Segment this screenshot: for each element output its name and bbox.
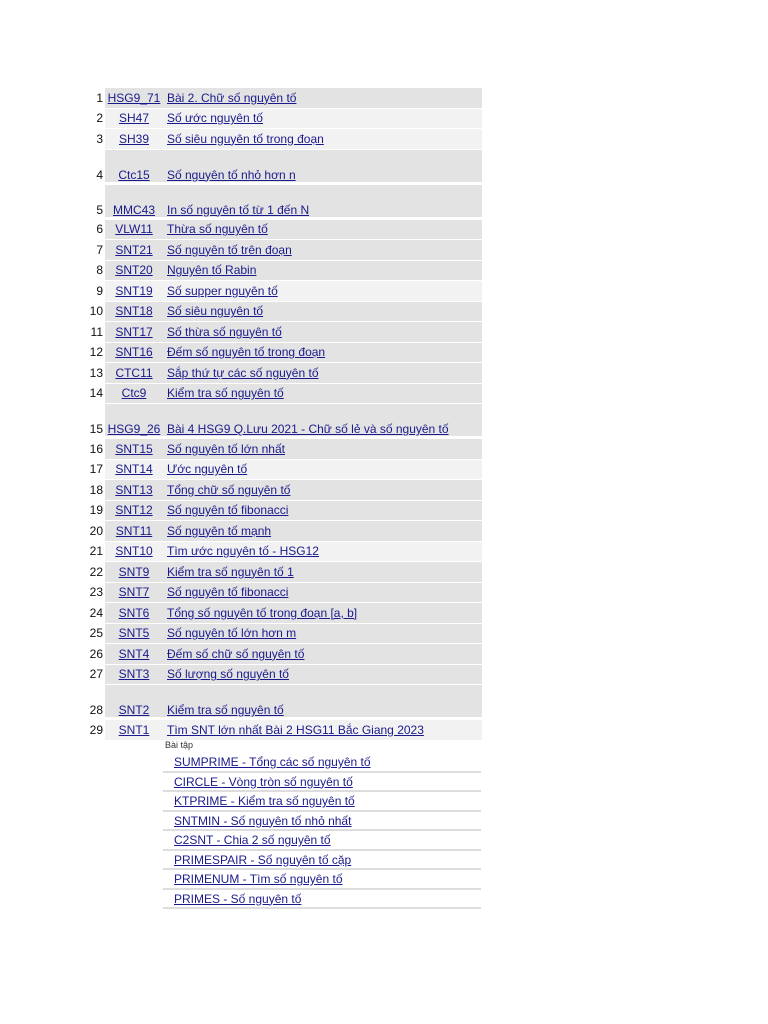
- code-cell: [105, 439, 163, 459]
- title-cell: [163, 439, 482, 459]
- problem-title-link[interactable]: Bài 2. Chữ số nguyên tố: [167, 90, 297, 105]
- code-cell: [105, 109, 163, 129]
- title-cell: [163, 220, 482, 240]
- table-row: [86, 644, 482, 665]
- problem-title-link[interactable]: Số nguyên tố lớn hơn m: [167, 626, 297, 641]
- title-cell: [163, 384, 482, 404]
- code-cell: [105, 261, 163, 281]
- problem-code-link[interactable]: SNT20: [115, 263, 153, 278]
- exercise-link[interactable]: SUMPRIME - Tổng các số nguyên tố: [174, 755, 371, 769]
- table-row: [86, 439, 482, 460]
- table-row: [86, 109, 482, 130]
- table-row: [86, 343, 482, 364]
- problem-table: [86, 88, 482, 741]
- table-row: [86, 501, 482, 522]
- row-number: 2: [96, 111, 103, 126]
- table-row: [86, 480, 482, 501]
- code-cell: [105, 685, 163, 717]
- problem-code-link[interactable]: SNT18: [115, 304, 153, 319]
- title-cell: [163, 583, 482, 603]
- problem-title-link[interactable]: Số siêu nguyên tố trong đoạn: [167, 131, 324, 146]
- table-row: [86, 562, 482, 583]
- problem-title-link[interactable]: Số ước nguyên tố: [167, 111, 263, 126]
- table-row: [86, 185, 482, 220]
- problem-title-link[interactable]: Số lượng số nguyên tố: [167, 667, 289, 682]
- title-cell: [163, 480, 482, 500]
- exercise-link[interactable]: KTPRIME - Kiểm tra số nguyên tố: [174, 794, 355, 808]
- title-cell: [163, 343, 482, 363]
- row-number: 5: [96, 202, 103, 217]
- problem-title-link[interactable]: In số nguyên tố từ 1 đến N: [167, 202, 310, 217]
- table-row: [86, 302, 482, 323]
- row-number: 21: [89, 544, 103, 559]
- code-cell: [105, 343, 163, 363]
- exercise-link[interactable]: PRIMES - Số nguyên tố: [174, 891, 302, 906]
- problem-title-link[interactable]: Tìm ước nguyên tố - HSG12: [167, 544, 319, 559]
- table-row: [86, 281, 482, 302]
- code-cell: [105, 322, 163, 342]
- problem-code-link[interactable]: SNT15: [115, 441, 153, 456]
- problem-code-link[interactable]: SNT2: [118, 703, 150, 717]
- row-number: 22: [89, 564, 103, 579]
- code-cell: [105, 665, 163, 685]
- title-cell: [163, 129, 482, 149]
- row-number: 17: [89, 462, 103, 477]
- exercise-item: [163, 753, 481, 773]
- exercise-item: [163, 812, 481, 832]
- title-cell: [163, 261, 482, 281]
- exercise-item: [163, 851, 481, 871]
- problem-title-link[interactable]: Ước nguyên tố: [167, 462, 248, 477]
- row-number: 24: [89, 605, 103, 620]
- problem-code-link[interactable]: HSG9_71: [107, 90, 161, 105]
- row-number: 1: [96, 90, 103, 105]
- problem-title-link[interactable]: Số nguyên tố lớn nhất: [167, 441, 285, 456]
- title-cell: [163, 302, 482, 322]
- table-row: [86, 88, 482, 109]
- table-row: [86, 220, 482, 241]
- row-number: 10: [89, 304, 103, 319]
- code-cell: [105, 404, 163, 436]
- problem-code-link[interactable]: SNT10: [115, 544, 153, 559]
- problem-code-link[interactable]: SNT11: [115, 523, 153, 538]
- problem-title-link[interactable]: Số thừa số nguyên tố: [167, 324, 282, 339]
- row-number: 23: [89, 585, 103, 600]
- row-number: 8: [96, 263, 103, 278]
- problem-code-link[interactable]: SNT6: [118, 605, 150, 620]
- problem-code-link[interactable]: SNT13: [115, 482, 153, 497]
- exercise-link[interactable]: PRIMENUM - Tìm số nguyên tố: [174, 872, 343, 886]
- exercise-heading: Bài tập: [165, 740, 194, 750]
- problem-code-link[interactable]: SNT9: [118, 564, 150, 579]
- code-cell: [105, 720, 163, 740]
- problem-title-link[interactable]: Đếm số chữ số nguyên tố: [167, 646, 305, 661]
- problem-code-link[interactable]: SNT5: [118, 626, 150, 641]
- title-cell: [163, 109, 482, 129]
- row-number: 6: [96, 222, 103, 237]
- problem-title-link[interactable]: Tổng số nguyên tố trong đoạn [a, b]: [167, 605, 358, 620]
- problem-title-link[interactable]: Số nguyên tố fibonacci: [167, 585, 289, 600]
- row-number: 3: [96, 131, 103, 146]
- problem-code-link[interactable]: CTC11: [115, 365, 153, 380]
- problem-title-link[interactable]: Thừa số nguyên tố: [167, 222, 268, 237]
- row-number: 20: [89, 523, 103, 538]
- exercise-list: [163, 753, 481, 909]
- exercise-link[interactable]: SNTMIN - Số nguyên tố nhỏ nhất: [174, 813, 352, 828]
- row-number: 11: [90, 324, 103, 339]
- problem-title-link[interactable]: Số siêu nguyên tố: [167, 304, 264, 319]
- code-cell: [105, 542, 163, 562]
- exercise-link[interactable]: C2SNT - Chia 2 số nguyên tố: [174, 833, 331, 847]
- problem-code-link[interactable]: SNT17: [115, 324, 153, 339]
- row-number: 18: [89, 482, 103, 497]
- problem-title-link[interactable]: Số nguyên tố nhỏ hơn n: [167, 167, 296, 182]
- code-cell: [105, 480, 163, 500]
- title-cell: [163, 501, 482, 521]
- title-cell: [163, 150, 482, 182]
- row-number: 16: [89, 441, 103, 456]
- code-cell: [105, 521, 163, 541]
- problem-title-link[interactable]: Số nguyên tố trên đoạn: [167, 242, 292, 257]
- code-cell: [105, 460, 163, 480]
- code-cell: [105, 150, 163, 182]
- problem-title-link[interactable]: Kiểm tra số nguyên tố: [167, 386, 284, 401]
- problem-code-link[interactable]: SNT12: [115, 503, 153, 518]
- title-cell: [163, 644, 482, 664]
- problem-code-link[interactable]: Ctc15: [118, 167, 150, 182]
- problem-title-link[interactable]: Số supper nguyên tố: [167, 283, 278, 298]
- code-cell: [105, 583, 163, 603]
- row-number: 29: [89, 722, 103, 737]
- exercise-item: [163, 890, 481, 910]
- table-row: [86, 129, 482, 150]
- code-cell: [105, 624, 163, 644]
- problem-code-link[interactable]: SH39: [118, 131, 150, 146]
- problem-title-link[interactable]: Đếm số nguyên tố trong đoạn: [167, 345, 326, 360]
- problem-code-link[interactable]: MMC43: [112, 202, 155, 217]
- problem-code-link[interactable]: VLW11: [115, 222, 153, 237]
- problem-code-link[interactable]: SNT1: [118, 722, 150, 737]
- problem-title-link[interactable]: Bài 4 HSG9 Q.Lưu 2021 - Chữ số lẻ và số nguyên tố: [167, 422, 449, 436]
- code-cell: [105, 129, 163, 149]
- exercise-item: [163, 870, 481, 890]
- row-number: 25: [89, 626, 103, 641]
- row-number: 15: [89, 422, 103, 436]
- title-cell: [163, 521, 482, 541]
- problem-title-link[interactable]: Sắp thứ tự các số nguyên tố: [167, 365, 319, 380]
- title-cell: [163, 240, 482, 260]
- problem-code-link[interactable]: Ctc9: [121, 386, 147, 401]
- row-number: 9: [96, 283, 103, 298]
- row-number: 26: [89, 646, 103, 661]
- problem-code-link[interactable]: SNT14: [115, 462, 153, 477]
- code-cell: [105, 501, 163, 521]
- exercise-link[interactable]: PRIMESPAIR - Số nguyên tố cặp: [174, 852, 352, 867]
- problem-code-link[interactable]: SH47: [118, 111, 150, 126]
- table-row: [86, 583, 482, 604]
- exercise-link[interactable]: CIRCLE - Vòng tròn số nguyên tố: [174, 774, 353, 789]
- code-cell: [105, 185, 163, 217]
- problem-title-link[interactable]: Kiểm tra số nguyên tố 1: [167, 564, 294, 579]
- problem-title-link[interactable]: Nguyên tố Rabin: [167, 263, 257, 278]
- table-row: [86, 603, 482, 624]
- exercise-item: [163, 773, 481, 793]
- title-cell: [163, 603, 482, 623]
- table-row: [86, 404, 482, 439]
- table-row: [86, 150, 482, 185]
- code-cell: [105, 302, 163, 322]
- title-cell: [163, 665, 482, 685]
- table-row: [86, 624, 482, 645]
- title-cell: [163, 88, 482, 108]
- problem-code-link[interactable]: HSG9_26: [107, 422, 161, 436]
- title-cell: [163, 460, 482, 480]
- code-cell: [105, 240, 163, 260]
- title-cell: [163, 624, 482, 644]
- row-number: 12: [89, 345, 103, 360]
- title-cell: [163, 685, 482, 717]
- code-cell: [105, 281, 163, 301]
- exercise-item: [163, 831, 481, 851]
- table-row: [86, 665, 482, 686]
- problem-title-link[interactable]: Số nguyên tố mạnh: [167, 523, 272, 538]
- title-cell: [163, 562, 482, 582]
- problem-code-link[interactable]: SNT16: [115, 345, 153, 360]
- row-number: 7: [96, 242, 103, 257]
- problem-code-link[interactable]: SNT21: [115, 242, 153, 257]
- title-cell: [163, 363, 482, 383]
- table-row: [86, 363, 482, 384]
- problem-code-link[interactable]: SNT19: [115, 283, 153, 298]
- code-cell: [105, 88, 163, 108]
- problem-code-link[interactable]: SNT7: [118, 585, 150, 600]
- row-number: 27: [89, 667, 103, 682]
- problem-title-link[interactable]: Số nguyên tố fibonacci: [167, 503, 289, 518]
- table-row: [86, 460, 482, 481]
- title-cell: [163, 542, 482, 562]
- problem-title-link[interactable]: Tìm SNT lớn nhất Bài 2 HSG11 Bắc Giang 2023: [167, 722, 424, 737]
- code-cell: [105, 384, 163, 404]
- problem-title-link[interactable]: Kiểm tra số nguyên tố: [167, 703, 284, 717]
- title-cell: [163, 322, 482, 342]
- title-cell: [163, 281, 482, 301]
- row-number: 28: [89, 703, 103, 717]
- row-number: 4: [96, 167, 103, 182]
- code-cell: [105, 644, 163, 664]
- exercise-item: [163, 792, 481, 812]
- table-row: [86, 685, 482, 720]
- title-cell: [163, 404, 482, 436]
- table-row: [86, 261, 482, 282]
- exercise-section: [163, 737, 481, 909]
- problem-code-link[interactable]: SNT3: [118, 667, 150, 682]
- code-cell: [105, 363, 163, 383]
- row-number: 14: [89, 386, 103, 401]
- problem-code-link[interactable]: SNT4: [118, 646, 150, 661]
- table-row: [86, 384, 482, 405]
- table-row: [86, 542, 482, 563]
- row-number: 13: [89, 365, 103, 380]
- code-cell: [105, 220, 163, 240]
- code-cell: [105, 603, 163, 623]
- row-number: 19: [89, 503, 103, 518]
- table-row: [86, 521, 482, 542]
- table-row: [86, 322, 482, 343]
- title-cell: [163, 185, 482, 217]
- code-cell: [105, 562, 163, 582]
- problem-title-link[interactable]: Tổng chữ số nguyên tố: [167, 482, 291, 497]
- table-row: [86, 240, 482, 261]
